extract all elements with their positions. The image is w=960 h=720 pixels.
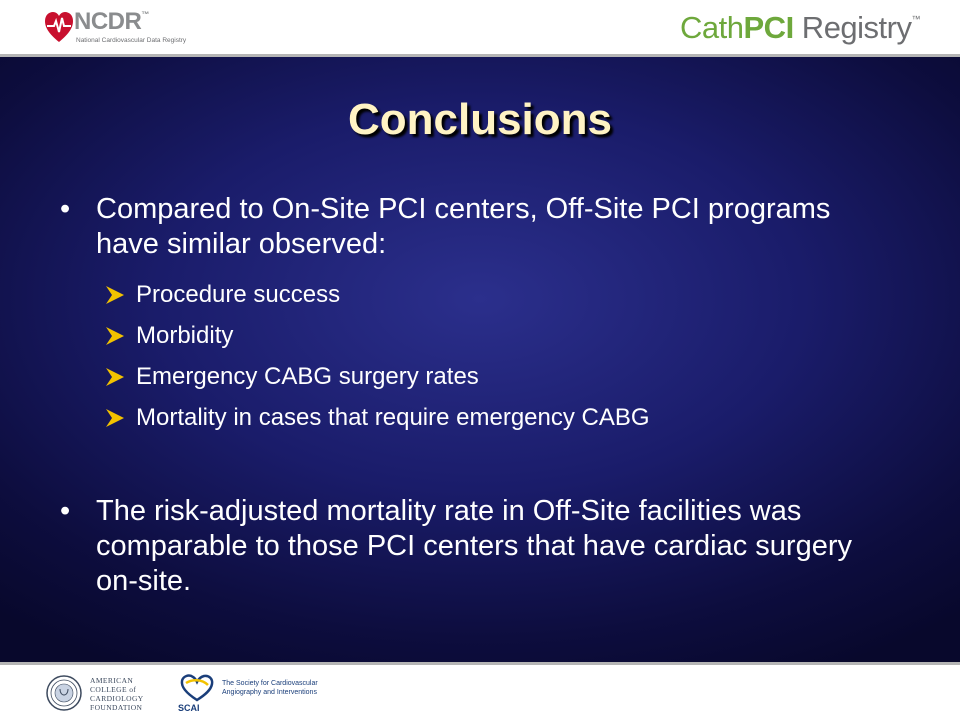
- bullet-text: The risk-adjusted mortality rate in Off-Site facilities was comparable to those PCI centers that have cardiac surgery on-site.: [96, 495, 852, 597]
- scai-logo-line: The Society for Cardiovascular: [222, 680, 318, 687]
- sub-bullet-text: Mortality in cases that require emergency CABG: [136, 404, 650, 431]
- arrowhead-bullet-icon: [104, 285, 126, 305]
- arrowhead-bullet-icon: [104, 326, 126, 346]
- sub-bullet-item: [104, 322, 884, 363]
- acc-logo-line: COLLEGE of: [90, 685, 137, 694]
- ncdr-wordmark: NCDR™: [74, 8, 149, 35]
- registry-logo-registry: Registry: [793, 10, 912, 45]
- scai-heart-icon: [178, 673, 216, 703]
- scai-logo-line: Angiography and Interventions: [222, 689, 317, 696]
- ncdr-logo: [44, 6, 187, 48]
- scai-wordmark: SCAI: [178, 703, 200, 713]
- ncdr-subtitle: National Cardiovascular Data Registry: [76, 37, 187, 44]
- sub-bullet-item: [104, 281, 884, 322]
- sub-bullet-text: Emergency CABG surgery rates: [136, 363, 479, 390]
- slide-title: Conclusions: [347, 95, 613, 144]
- sub-bullet-list: [104, 281, 884, 445]
- acc-logo-line: AMERICAN: [90, 676, 134, 685]
- heart-pulse-icon: [44, 9, 74, 45]
- acc-seal-icon: [46, 675, 82, 711]
- sub-bullet-item: [104, 404, 884, 445]
- bullet-dot: •: [60, 193, 71, 225]
- scai-logo-text: [222, 679, 318, 697]
- registry-logo-trademark: ™: [911, 14, 920, 24]
- acc-logo-line: FOUNDATION: [90, 703, 143, 712]
- arrowhead-bullet-icon: [104, 408, 126, 428]
- sub-bullet-item: [104, 363, 884, 404]
- registry-logo-cath: Cath: [680, 10, 744, 45]
- bullet-text: Compared to On-Site PCI centers, Off-Site PCI programs have similar observed:: [96, 193, 831, 260]
- slide-content: [0, 57, 960, 662]
- header-bar: [0, 0, 960, 55]
- cathpci-registry-logo: [680, 10, 920, 50]
- acc-logo-line: CARDIOLOGY: [90, 694, 144, 703]
- sub-bullet-text: Procedure success: [136, 281, 341, 308]
- acc-logo-text: [90, 676, 144, 712]
- sub-bullet-text: Morbidity: [136, 322, 234, 349]
- footer-bar: [0, 665, 960, 720]
- registry-logo-pci: PCI: [743, 10, 794, 45]
- arrowhead-bullet-icon: [104, 367, 126, 387]
- ncdr-trademark: ™: [141, 10, 149, 19]
- bullet-dot: •: [60, 495, 71, 527]
